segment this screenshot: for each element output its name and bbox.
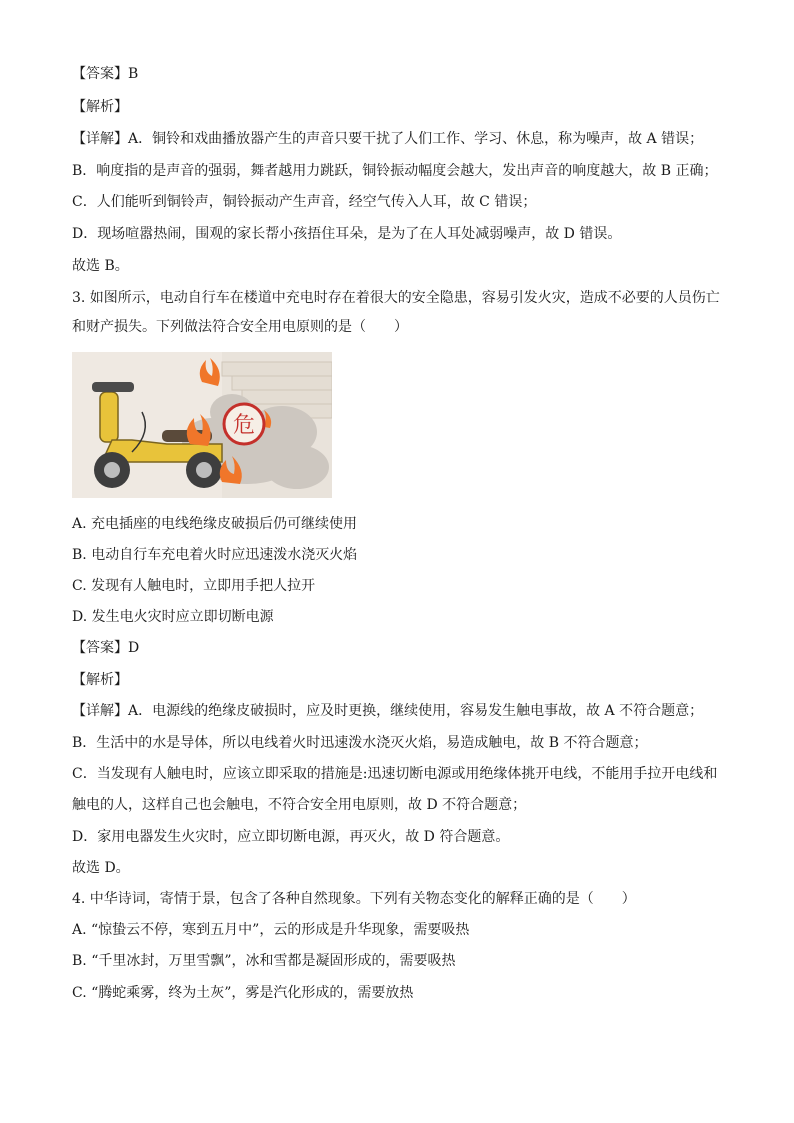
scooter-fire-illustration <box>72 352 332 498</box>
q3-answer-tag: 【 答案 】 <box>72 640 128 656</box>
q3-analysis-tag: 【 解析 】 <box>72 672 128 688</box>
q2-answer-value: B <box>128 66 139 82</box>
q2-detail-line-a <box>72 129 732 149</box>
q3-analysis-heading <box>72 670 732 690</box>
q2-answer <box>72 64 732 84</box>
danger-sign-icon <box>224 404 264 444</box>
q2-detail-line-d: D．现场喧嚣热闹，围观的家长帮小孩捂住耳朵，是为了在人耳处减弱噪声，故 D 错误。 <box>72 226 622 242</box>
q3-detail-text-a: A．电源线的绝缘皮破损时，应及时更换，继续使用，容易发生触电事故，故 A 不符合题意； <box>128 703 704 719</box>
q3-detail-line-c2: 触电的人，这样自己也会触电，不符合安全用电原则，故 D 不符合题意； <box>72 797 527 813</box>
q3-detail-line-b: B．生活中的水是导体，所以电线着火时迅速泼水浇灭火焰，易造成触电，故 B 不符合题意； <box>72 735 648 751</box>
q3-figure-scooter-fire <box>72 352 332 498</box>
q4-option-c: C. “腾蛇乘雾，终为土灰”，雾是汽化形成的，需要放热 <box>72 985 414 1001</box>
q2-detail-line-b: B．响度指的是声音的强弱，舞者越用力跳跃，铜铃振动幅度会越大，发出声音的响度越大，故 B 正确； <box>72 163 718 179</box>
q2-detail-tag: 【 详解 】 <box>72 131 128 147</box>
q4-option-b: B. “千里冰封，万里雪飘”，冰和雪都是凝固形成的，需要吸热 <box>72 953 456 969</box>
q2-analysis-heading <box>72 97 732 117</box>
q3-conclusion: 故选 D。 <box>72 860 130 876</box>
q3-option-d: D. 发生电火灾时应立即切断电源 <box>72 609 274 625</box>
q2-detail-text-a: A．铜铃和戏曲播放器产生的声音只要干扰了人们工作、学习、休息，称为噪声，故 A 错误； <box>128 131 704 147</box>
q3-option-a: A. 充电插座的电线绝缘皮破损后仍可继续使用 <box>72 516 358 532</box>
q3-detail-line-d: D．家用电器发生火灾时，应立即切断电源，再灭火，故 D 符合题意。 <box>72 829 510 845</box>
q2-analysis-tag: 【 解析 】 <box>72 99 128 115</box>
q4-stem: 4. 中华诗词，寄情于景，包含了各种自然现象。下列有关物态变化的解释正确的是（ ） <box>72 891 636 907</box>
q4-option-a: A. “惊蛰云不停，寒到五月中”，云的形成是升华现象，需要吸热 <box>72 922 470 938</box>
q3-stem-line-1: 3. 如图所示，电动自行车在楼道中充电时存在着很大的安全隐患，容易引发火灾，造成不必要的人员伤亡 <box>72 290 720 306</box>
q3-option-c: C. 发现有人触电时，立即用手把人拉开 <box>72 578 316 594</box>
q3-answer-value: D <box>128 640 140 656</box>
q2-answer-tag: 【 答案 】 <box>72 66 128 82</box>
q3-stem-line-2: 和财产损失。下列做法符合安全用电原则的是（ ） <box>72 319 408 335</box>
q2-conclusion: 故选 B。 <box>72 258 129 274</box>
q2-detail-line-c: C．人们能听到铜铃声，铜铃振动产生声音，经空气传入人耳，故 C 错误； <box>72 194 537 210</box>
q3-detail-line-a <box>72 701 732 721</box>
danger-sign-text: 危 <box>232 413 256 438</box>
q3-detail-tag: 【 详解 】 <box>72 703 128 719</box>
q3-answer <box>72 638 732 658</box>
q3-detail-line-c1: C．当发现有人触电时，应该立即采取的措施是:迅速切断电源或用绝缘体挑开电线，不能用手拉开电线和 <box>72 766 718 782</box>
q3-option-b: B. 电动自行车充电着火时应迅速泼水浇灭火焰 <box>72 547 358 563</box>
